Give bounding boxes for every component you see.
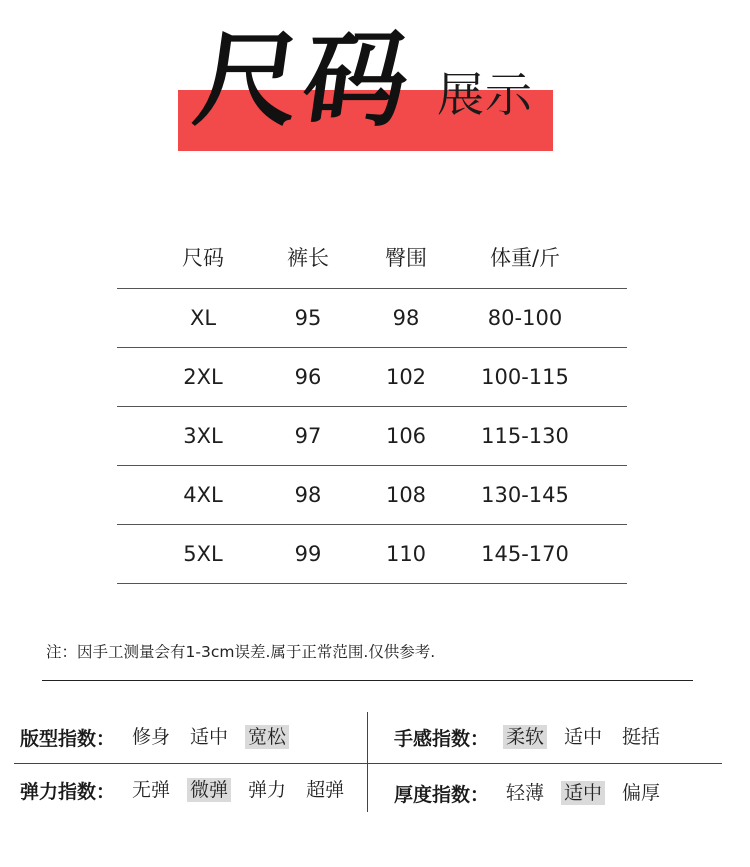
cell-hip: 110 [385, 542, 427, 566]
cell-size: 5XL [183, 542, 223, 566]
feel-option-soft: 柔软 [503, 725, 547, 749]
cell-hip: 98 [392, 306, 420, 330]
column-header-hip: 臀围 [385, 246, 427, 270]
table-row [117, 466, 627, 525]
cell-size: 2XL [183, 365, 223, 389]
column-header-size: 尺码 [182, 246, 224, 270]
column-header-length: 裤长 [287, 246, 329, 270]
cell-length: 99 [294, 542, 322, 566]
elasticity-index [20, 770, 361, 810]
elasticity-option-none: 无弹 [132, 779, 171, 801]
fit-option-loose: 宽松 [245, 725, 289, 749]
cell-length: 95 [294, 306, 322, 330]
cell-length: 96 [294, 365, 322, 389]
indices-vertical-divider [367, 712, 368, 812]
header [0, 0, 750, 170]
feel-option-crisp: 挺括 [622, 726, 661, 748]
size-table [117, 226, 627, 584]
fit-option-regular: 适中 [190, 726, 229, 748]
thickness-option-thick: 偏厚 [622, 782, 661, 804]
cell-length: 97 [294, 424, 322, 448]
fit-index-label: 版型指数： [20, 727, 116, 750]
cell-weight: 130-145 [481, 483, 569, 507]
feel-option-medium: 适中 [564, 726, 603, 748]
elasticity-option-super: 超弹 [306, 779, 345, 801]
cell-weight: 100-115 [481, 365, 569, 389]
cell-hip: 108 [385, 483, 427, 507]
feel-index-label: 手感指数： [394, 727, 490, 750]
column-header-weight: 体重/斤 [489, 246, 561, 270]
table-row [117, 348, 627, 407]
header-title-main: 尺码 [187, 18, 421, 141]
thickness-option-thin: 轻薄 [506, 782, 545, 804]
cell-length: 98 [294, 483, 322, 507]
size-table-header [117, 226, 627, 289]
fit-index [20, 717, 303, 757]
thickness-option-medium: 适中 [561, 781, 605, 805]
indices-horizontal-divider [14, 763, 722, 764]
note-divider [42, 680, 693, 681]
elasticity-option-stretch: 弹力 [248, 779, 287, 801]
cell-weight: 115-130 [481, 424, 569, 448]
elasticity-option-slight: 微弹 [187, 778, 231, 802]
feel-index [394, 717, 677, 757]
elasticity-index-label: 弹力指数： [20, 780, 116, 803]
cell-size: 3XL [183, 424, 223, 448]
cell-weight: 80-100 [487, 306, 563, 330]
table-row [117, 289, 627, 348]
table-row [117, 525, 627, 584]
thickness-index-label: 厚度指数： [394, 783, 490, 806]
fit-option-slim: 修身 [132, 726, 171, 748]
header-title-sub: 展示 [437, 68, 533, 123]
measurement-note: 注：因手工测量会有1-3cm误差.属于正常范围.仅供参考. [46, 643, 436, 661]
cell-size: 4XL [183, 483, 223, 507]
cell-hip: 106 [385, 424, 427, 448]
thickness-index [394, 773, 677, 813]
cell-size: XL [189, 306, 217, 330]
cell-weight: 145-170 [481, 542, 569, 566]
table-row [117, 407, 627, 466]
cell-hip: 102 [385, 365, 427, 389]
